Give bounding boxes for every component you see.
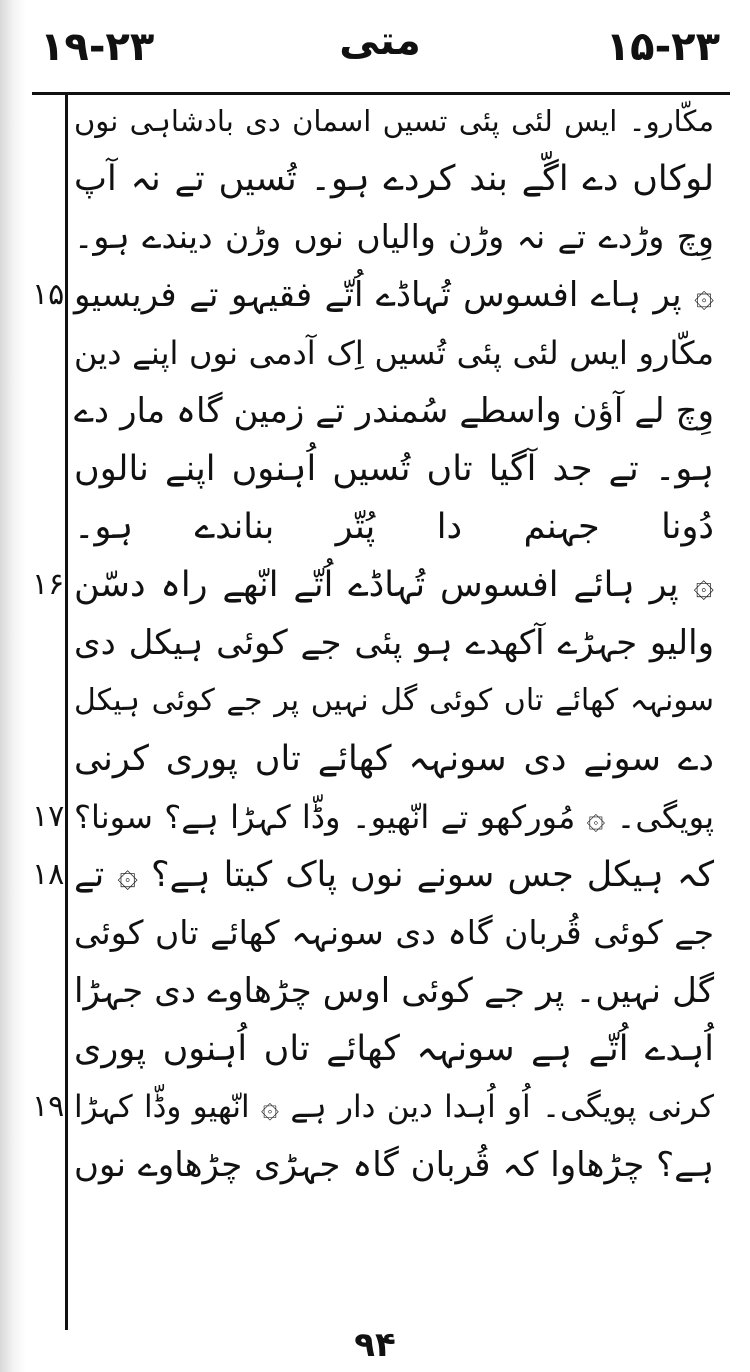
header-verse-range-right: ۱۵-۲۳ [605,24,720,70]
text-line: دُونا جہنم دا پُتّر بناندے ہو۔ [74,507,714,547]
verse-number: ۱۸ [32,857,65,892]
page-number: ۹۴ [354,1325,396,1365]
verse-number: ۱۶ [32,567,65,602]
text-line: ۞ پر ہائے افسوس تُہاڈے اُتّے انّھے راہ دسّن [74,565,714,605]
header-verse-range-left: ۱۹-۲۳ [40,24,155,70]
text-line: سونہہ کھائے تاں کوئی گل نہیں پر جے کوئی ہیکل [74,683,714,718]
text-line: جے کوئی قُربان گاہ دی سونہہ کھائے تاں کوئی [74,913,714,952]
text-line: لوکاں دے اگّے بند کردے ہو۔ تُسیں تے نہ آپ [74,159,714,199]
text-line: دے سونے دی سونہہ کھائے تاں پوری کرنی [74,739,714,779]
text-line: پویگی۔ ۞ مُورکھو تے انّھیو۔ وڈّا کہڑا ہے؟ سونا؟ [74,798,714,836]
header-book-title: متی [339,18,421,64]
text-line: ہے؟ چڑھاوا کہ قُربان گاہ جہڑی چڑھاوے نوں [74,1145,714,1185]
text-line: ہو۔ تے جد آگیا تاں تُسیں اُہنوں اپنے نالوں [74,449,714,489]
verse-number: ۱۵ [32,277,65,312]
page-header [40,18,720,78]
text-line: ۞ پر ہاے افسوس تُہاڈے اُتّے فقیہو تے فریسیو [74,275,714,315]
verse-number: ۱۹ [32,1089,65,1124]
text-line: مکّارو۔ ایس لئی پئی تسیں اسمان دی بادشاہی نوں [74,104,714,138]
text-line: مکّارو ایس لئی پئی تُسیں اِک آدمی نوں اپنے دین [74,334,714,372]
text-line: اُہدے اُتّے ہے سونہہ کھائے تاں اُہنوں پوری [74,1029,714,1069]
text-line: والیو جہڑے آکھدے ہو پئی جے کوئی ہیکل دی [74,623,714,663]
verse-number: ۱۷ [32,799,65,834]
text-line: وِچ وڑدے تے نہ وڑن والیاں نوں وڑن دیندے ہو۔ [74,217,714,256]
text-line: کرنی پویگی۔ اُو اُہدا دین دار ہے ۞ انّھیو وڈّا کہڑا [74,1089,714,1125]
text-line: وِچ لے آؤن واسطے سُمندر تے زمین گاہ مار دے [74,391,714,431]
text-line: کہ ہیکل جس سونے نوں پاک کیتا ہے؟ ۞ تے [74,855,714,895]
text-line: گل نہیں۔ پر جے کوئی اوس چڑھاوے دی جہڑا [74,971,714,1011]
